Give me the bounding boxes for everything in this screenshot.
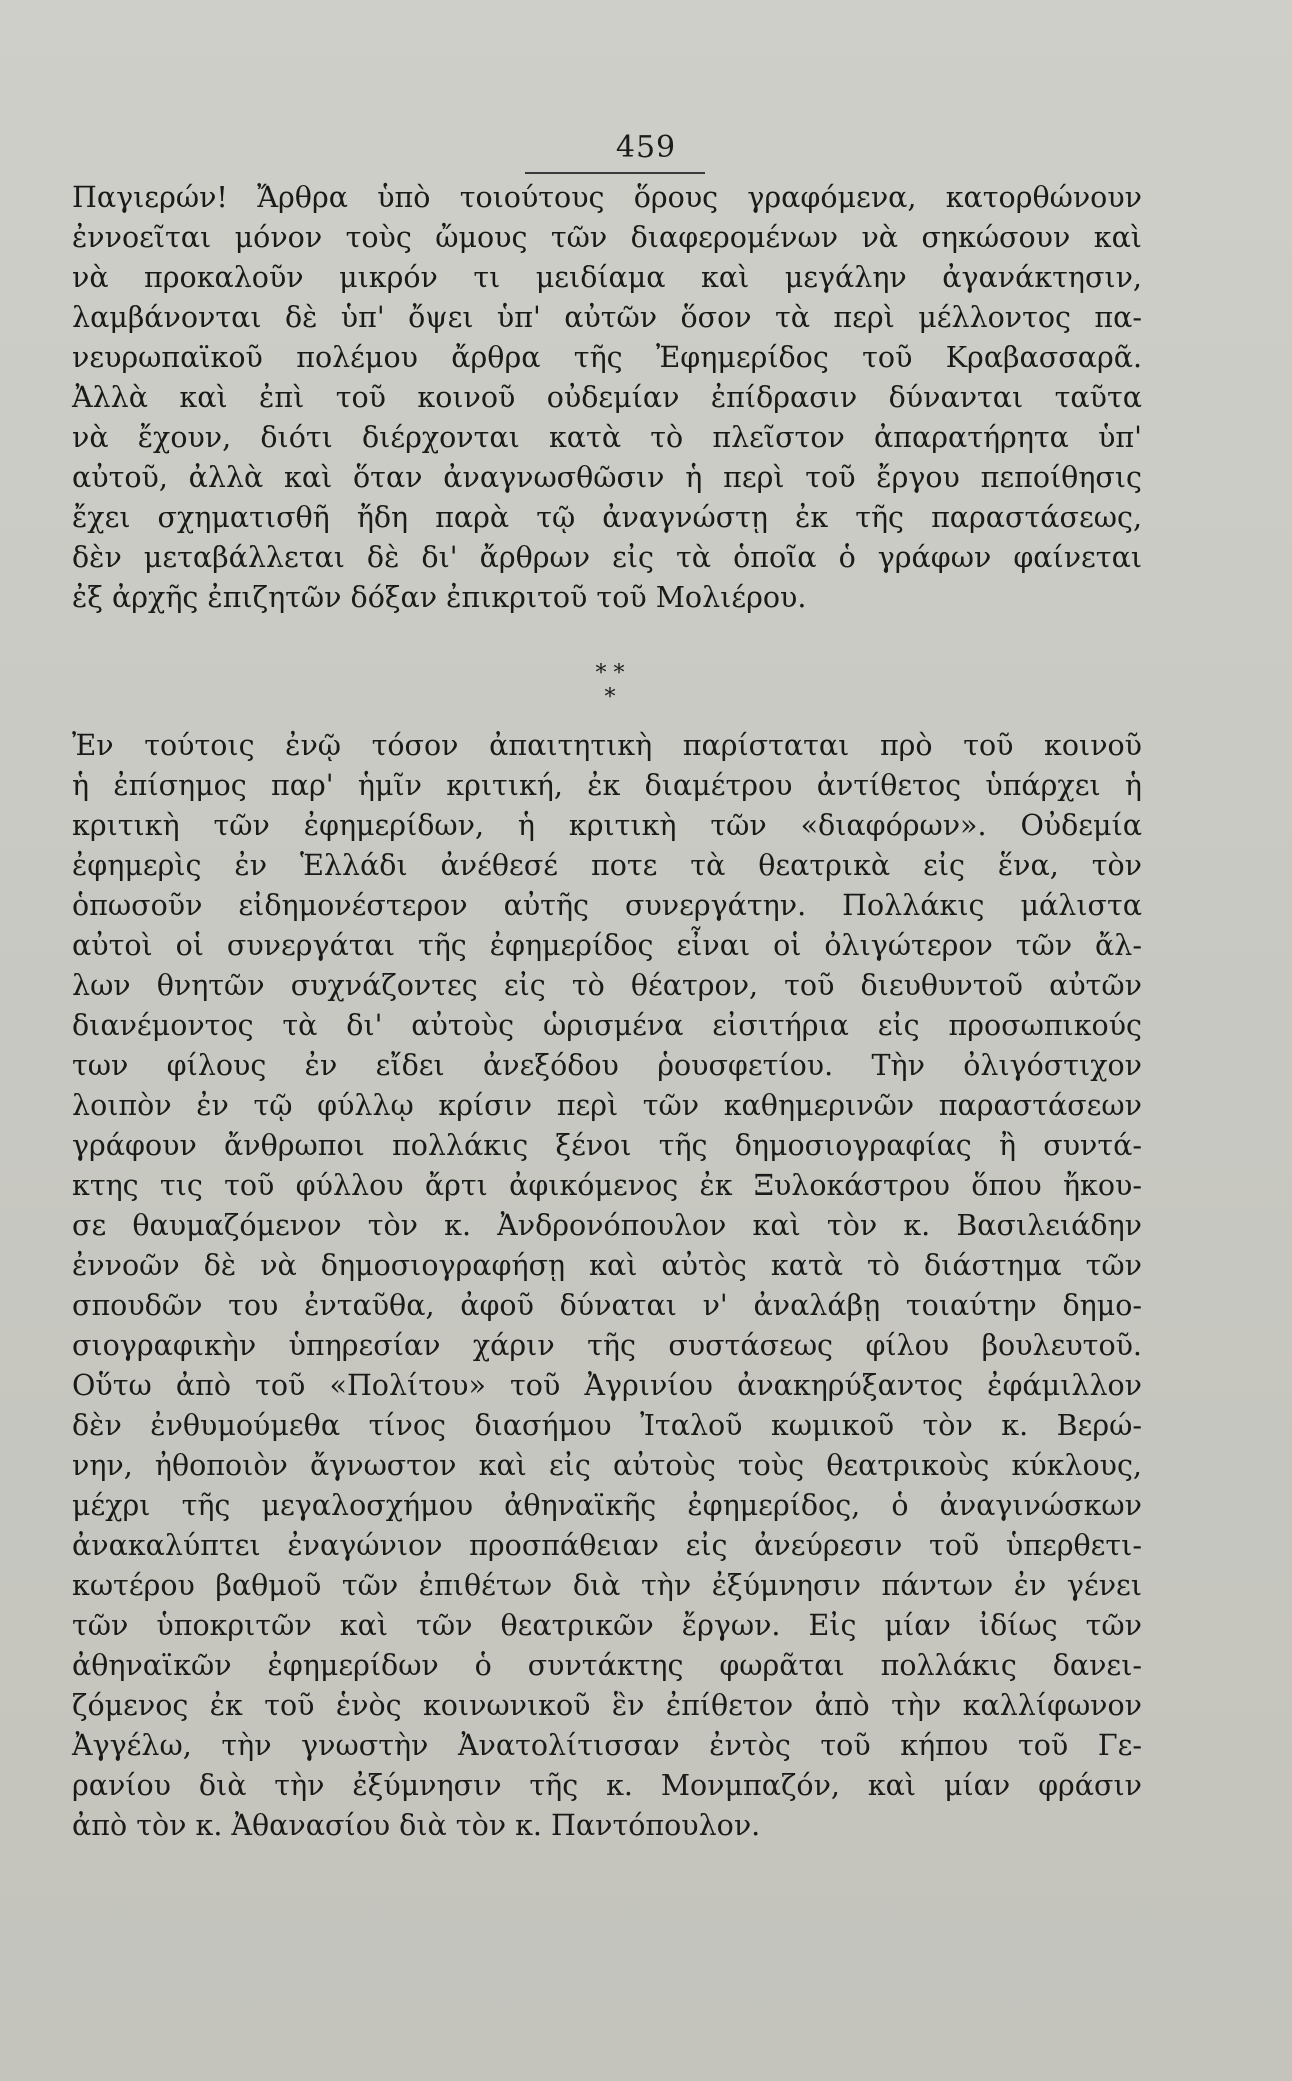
text-line: ἀθηναϊκῶν ἐφημερίδων ὁ συντάκτης φωρᾶται πολλάκις δανει- (72, 1649, 1142, 1682)
text-line: νευρωπαϊκοῦ πολέμου ἄρθρα τῆς Ἐφημερίδος τοῦ Κραβασσαρᾶ. (72, 341, 1142, 374)
text-line: κτης τις τοῦ φύλλου ἄρτι ἀφικόμενος ἐκ Ξυλοκάστρου ὅπου ἤκου- (72, 1169, 1142, 1202)
text-line: λοιπὸν ἐν τῷ φύλλῳ κρίσιν περὶ τῶν καθημερινῶν παραστάσεων (72, 1089, 1142, 1122)
text-line: ἡ ἐπίσημος παρ' ἡμῖν κριτική, ἐκ διαμέτρου ἀντίθετος ὑπάρχει ἡ (72, 769, 1142, 802)
text-line: ἐφημερὶς ἐν Ἑλλάδι ἀνέθεσέ ποτε τὰ θεατρικὰ εἰς ἕνα, τὸν (72, 849, 1142, 882)
text-line: ἐννοεῖται μόνον τοὺς ὤμους τῶν διαφερομένων νὰ σηκώσουν καὶ (72, 221, 1142, 254)
text-line: ἐξ ἀρχῆς ἐπιζητῶν δόξαν ἐπικριτοῦ τοῦ Μολιέρου. (72, 581, 807, 614)
text-line: αὐτοῦ, ἀλλὰ καὶ ὅταν ἀναγνωσθῶσιν ἡ περὶ τοῦ ἔργου πεποίθησις (72, 461, 1142, 494)
text-line: Ἐν τούτοις ἐνῷ τόσον ἀπαιτητικὴ παρίσταται πρὸ τοῦ κοινοῦ (72, 729, 1142, 762)
text-line: κριτικὴ τῶν ἐφημερίδων, ἡ κριτικὴ τῶν «διαφόρων». Οὐδεμία (72, 809, 1142, 842)
text-line: ὁπωσοῦν εἰδημονέστερον αὐτῆς συνεργάτην. Πολλάκις μάλιστα (72, 889, 1142, 922)
page-number-underline (525, 172, 705, 174)
page-number: 459 (615, 130, 677, 165)
paragraph-one (72, 178, 1142, 618)
text-line: κωτέρου βαθμοῦ τῶν ἐπιθέτων διὰ τὴν ἐξύμνησιν πάντων ἐν γένει (72, 1569, 1142, 1602)
text-line: νὰ προκαλοῦν μικρόν τι μειδίαμα καὶ μεγάλην ἀγανάκτησιν, (72, 261, 1142, 294)
text-line: Ἀγγέλω, τὴν γνωστὴν Ἀνατολίτισσαν ἐντὸς τοῦ κήπου τοῦ Γε- (72, 1729, 1142, 1762)
text-line: γράφουν ἄνθρωποι πολλάκις ξένοι τῆς δημοσιογραφίας ἢ συντά- (72, 1129, 1142, 1162)
text-line: ζόμενος ἐκ τοῦ ἑνὸς κοινωνικοῦ ἓν ἐπίθετον ἀπὸ τὴν καλλίφωνον (72, 1689, 1142, 1722)
asterisk-row-top: * * (595, 661, 625, 686)
text-line: νην, ἠθοποιὸν ἄγνωστον καὶ εἰς αὐτοὺς τοὺς θεατρικοὺς κύκλους, (72, 1449, 1142, 1482)
text-line: Παγιερών! Ἄρθρα ὑπὸ τοιούτους ὅρους γραφόμενα, κατορθώνουν (72, 181, 1142, 214)
text-line: σε θαυμαζόμενον τὸν κ. Ἀνδρονόπουλον καὶ τὸν κ. Βασιλειάδην (72, 1209, 1142, 1242)
text-line: ἀνακαλύπτει ἐναγώνιον προσπάθειαν εἰς ἀνεύρεσιν τοῦ ὑπερθετι- (72, 1529, 1142, 1562)
text-line: λων θνητῶν συχνάζοντες εἰς τὸ θέατρον, τοῦ διευθυντοῦ αὐτῶν (72, 969, 1142, 1002)
text-line: σπουδῶν του ἐνταῦθα, ἀφοῦ δύναται ν' ἀναλάβῃ τοιαύτην δημο- (72, 1289, 1142, 1322)
text-line: νὰ ἔχουν, διότι διέρχονται κατὰ τὸ πλεῖστον ἀπαρατήρητα ὑπ' (72, 421, 1142, 454)
text-line: δὲν ἐνθυμούμεθα τίνος διασήμου Ἰταλοῦ κωμικοῦ τὸν κ. Βερώ- (72, 1409, 1142, 1442)
text-line: Οὕτω ἀπὸ τοῦ «Πολίτου» τοῦ Ἀγρινίου ἀνακηρύξαντος ἐφάμιλλον (72, 1369, 1142, 1402)
text-line: Ἀλλὰ καὶ ἐπὶ τοῦ κοινοῦ οὐδεμίαν ἐπίδρασιν δύνανται ταῦτα (72, 381, 1142, 414)
text-line: ἔχει σχηματισθῆ ἤδη παρὰ τῷ ἀναγνώστῃ ἐκ τῆς παραστάσεως, (72, 501, 1142, 534)
text-line: ἐννοῶν δὲ νὰ δημοσιογραφήσῃ καὶ αὐτὸς κατὰ τὸ διάστημα τῶν (72, 1249, 1142, 1282)
asterisk-row-bottom: * (604, 685, 616, 710)
text-line: δὲν μεταβάλλεται δὲ δι' ἄρθρων εἰς τὰ ὁποῖα ὁ γράφων φαίνεται (72, 541, 1142, 574)
text-line: τῶν ὑποκριτῶν καὶ τῶν θεατρικῶν ἔργων. Εἰς μίαν ἰδίως τῶν (72, 1609, 1142, 1642)
text-line: των φίλους ἐν εἴδει ἀνεξόδου ῥουσφετίου. Τὴν ὀλιγόστιχον (72, 1049, 1142, 1082)
text-line: ἀπὸ τὸν κ. Ἀθανασίου διὰ τὸν κ. Παντόπουλον. (72, 1809, 761, 1842)
text-line: ρανίου διὰ τὴν ἐξύμνησιν τῆς κ. Μονμπαζόν, καὶ μίαν φράσιν (72, 1769, 1142, 1802)
text-line: μέχρι τῆς μεγαλοσχήμου ἀθηναϊκῆς ἐφημερίδος, ὁ ἀναγινώσκων (72, 1489, 1142, 1522)
section-break-asterisks (560, 662, 660, 722)
text-line: σιογραφικὴν ὑπηρεσίαν χάριν τῆς συστάσεως φίλου βουλευτοῦ. (72, 1329, 1142, 1362)
paragraph-two (72, 726, 1142, 1846)
text-line: διανέμοντος τὰ δι' αὐτοὺς ὡρισμένα εἰσιτήρια εἰς προσωπικούς (72, 1009, 1142, 1042)
text-line: λαμβάνονται δὲ ὑπ' ὄψει ὑπ' αὐτῶν ὅσον τὰ περὶ μέλλοντος πα- (72, 301, 1142, 334)
text-line: αὐτοὶ οἱ συνεργάται τῆς ἐφημερίδος εἶναι οἱ ὀλιγώτερον τῶν ἄλ- (72, 929, 1142, 962)
